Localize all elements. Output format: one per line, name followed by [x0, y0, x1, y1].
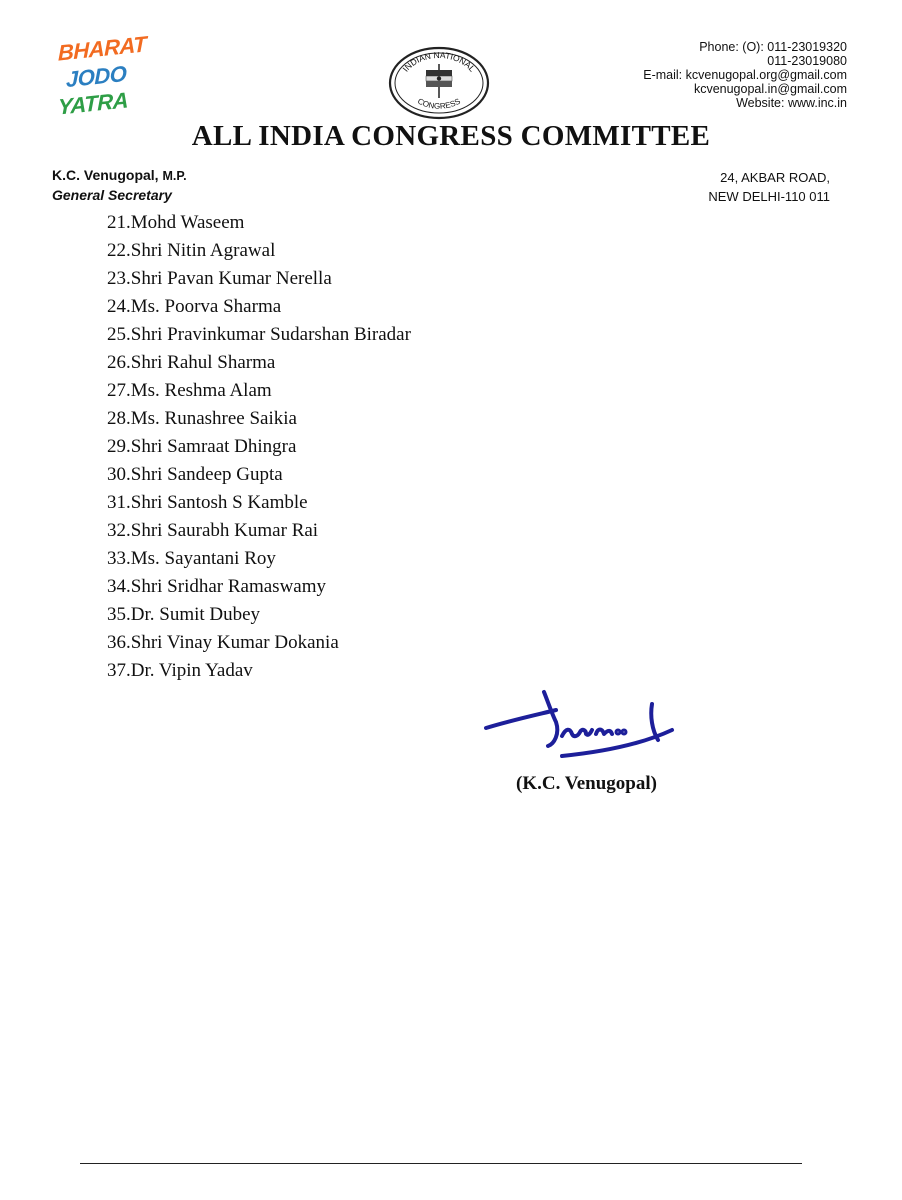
list-item: 27.Ms. Reshma Alam — [107, 380, 272, 401]
list-item: 29.Shri Samraat Dhingra — [107, 436, 297, 457]
list-item: 33.Ms. Sayantani Roy — [107, 548, 276, 569]
member-list — [107, 209, 411, 685]
list-item: 25.Shri Pravinkumar Sudarshan Biradar — [107, 324, 411, 345]
list-item: 28.Ms. Runashree Saikia — [107, 408, 297, 429]
bharat-jodo-yatra-logo — [52, 28, 147, 120]
emblem-bottom-text: CONGRESS — [416, 96, 462, 111]
logo-line-yatra: YATRA — [58, 87, 129, 120]
address-block — [708, 168, 830, 206]
sender-suffix: M.P. — [162, 169, 187, 183]
phone-line-1: Phone: (O): 011-23019320 — [699, 40, 847, 54]
email-line-1: E-mail: kcvenugopal.org@gmail.com — [643, 68, 847, 82]
signatory-name: (K.C. Venugopal) — [516, 773, 657, 794]
list-item: 23.Shri Pavan Kumar Nerella — [107, 268, 332, 289]
emblem-top-text: INDIAN NATIONAL — [400, 49, 478, 74]
footer-divider — [80, 1163, 802, 1164]
address-line-2: NEW DELHI-110 011 — [708, 189, 830, 204]
list-item: 36.Shri Vinay Kumar Dokania — [107, 632, 339, 653]
email-line-2: kcvenugopal.in@gmail.com — [693, 82, 847, 96]
list-item: 37.Dr. Vipin Yadav — [107, 660, 253, 681]
list-item: 35.Dr. Sumit Dubey — [107, 604, 261, 625]
contact-block — [643, 40, 847, 110]
address-line-1: 24, AKBAR ROAD, — [720, 170, 830, 185]
sender-name: K.C. Venugopal, — [52, 167, 159, 183]
logo-line-bharat: BHARAT — [58, 31, 147, 66]
sender-block — [52, 166, 187, 205]
list-item: 30.Shri Sandeep Gupta — [107, 464, 283, 485]
inc-emblem-icon — [388, 46, 490, 120]
list-item: 31.Shri Santosh S Kamble — [107, 492, 308, 513]
handwritten-signature-icon — [482, 688, 682, 760]
list-item: 34.Shri Sridhar Ramaswamy — [107, 576, 327, 597]
list-item: 32.Shri Saurabh Kumar Rai — [107, 520, 319, 541]
phone-line-2: 011-23019080 — [767, 54, 847, 68]
logo-line-jodo: JODO — [66, 60, 127, 93]
list-item: 26.Shri Rahul Sharma — [107, 352, 276, 373]
sender-role: General Secretary — [52, 187, 172, 203]
website-line: Website: www.inc.in — [736, 96, 847, 110]
list-item: 21.Mohd Waseem — [107, 212, 245, 233]
organization-title: ALL INDIA CONGRESS COMMITTEE — [191, 120, 711, 152]
list-item: 24.Ms. Poorva Sharma — [107, 296, 282, 317]
list-item: 22.Shri Nitin Agrawal — [107, 240, 276, 261]
